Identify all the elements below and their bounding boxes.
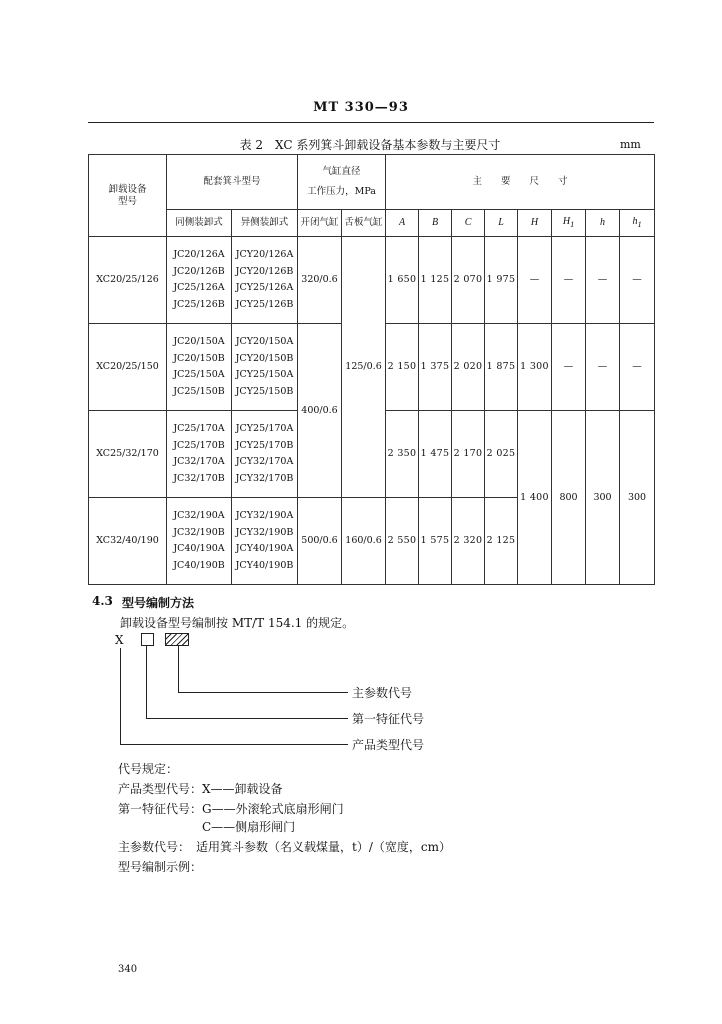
cell-H1: —: [552, 237, 586, 324]
cell-model: XC32/40/190: [89, 498, 167, 585]
cell-gate-cyl-merged: 400/0.6: [298, 324, 342, 498]
cell-L: 1 975: [485, 237, 518, 324]
header-diff-side: 异侧装卸式: [232, 210, 298, 237]
cell-B: 1 575: [419, 498, 452, 585]
cell-tongue-cyl-merged: 125/0.6: [342, 237, 386, 498]
header-H: H: [518, 210, 552, 237]
header-rule: [88, 122, 654, 123]
cell-H1-merged: 800: [552, 411, 586, 585]
cell-h-merged: 300: [586, 411, 620, 585]
header-work-pressure: 工作压力，MPa: [307, 186, 376, 197]
cell-h: —: [586, 324, 620, 411]
cell-H1: —: [552, 324, 586, 411]
header-B: B: [419, 210, 452, 237]
leader-main-h: [178, 692, 348, 693]
cell-tongue-cyl: 160/0.6: [342, 498, 386, 585]
cell-diff-side: JCY20/150A JCY20/150B JCY25/150A JCY25/150B: [232, 324, 298, 411]
cell-A: 2 150: [386, 324, 419, 411]
cell-L: 2 025: [485, 411, 518, 498]
cell-H: —: [518, 237, 552, 324]
cell-same-side: JC20/126A JC20/126B JC25/126A JC25/126B: [167, 237, 232, 324]
header-cyl-diam: 气缸直径: [322, 166, 361, 178]
cell-h1-merged: 300: [620, 411, 655, 585]
table-unit: mm: [620, 138, 641, 151]
cell-L: 2 125: [485, 498, 518, 585]
code-rule-main-param: 主参数代号： 适用箕斗参数（名义载煤量，t）/（宽度，cm）: [118, 840, 451, 854]
header-same-side: 同侧装卸式: [167, 210, 232, 237]
cell-C: 2 320: [452, 498, 485, 585]
cell-model: XC25/32/170: [89, 411, 167, 498]
header-matching-skip: 配套箕斗型号: [167, 155, 298, 210]
cell-H-merged: 1 400: [518, 411, 552, 585]
first-feature-box: [141, 633, 154, 646]
cell-A: 2 550: [386, 498, 419, 585]
header-A: A: [386, 210, 419, 237]
table-row: [89, 237, 655, 324]
cell-model: XC20/25/150: [89, 324, 167, 411]
cell-diff-side: JCY32/190A JCY32/190B JCY40/190A JCY40/190B: [232, 498, 298, 585]
header-L: L: [485, 210, 518, 237]
cell-same-side: JC25/170A JC25/170B JC32/170A JC32/170B: [167, 411, 232, 498]
header-main-dims: 主 要 尺 寸: [386, 155, 655, 210]
label-first-feature: 第一特征代号: [352, 712, 425, 726]
cell-B: 1 125: [419, 237, 452, 324]
header-H1: $H_1$: [552, 210, 586, 237]
label-main-param: 主参数代号: [352, 686, 413, 700]
code-rules-heading: 代号规定：: [118, 762, 179, 776]
cell-B: 1 475: [419, 411, 452, 498]
label-product-type: 产品类型代号: [352, 738, 425, 752]
cell-model: XC20/25/126: [89, 237, 167, 324]
standard-code: MT 330—93: [313, 100, 409, 115]
parameters-table: [88, 154, 655, 585]
code-rule-feature-c: C——侧扇形闸门: [202, 820, 296, 834]
leader-type-h: [120, 744, 348, 745]
cell-h1: —: [620, 324, 655, 411]
code-example-heading: 型号编制示例：: [118, 860, 203, 874]
code-rule-type: 产品类型代号：X——卸载设备: [118, 782, 283, 796]
cell-L: 1 875: [485, 324, 518, 411]
cell-C: 2 170: [452, 411, 485, 498]
header-equip-model: 卸载设备 型号: [89, 155, 167, 237]
cell-A: 1 650: [386, 237, 419, 324]
header-tongue-cyl: 舌板气缸: [342, 210, 386, 237]
leader-type-v: [120, 648, 121, 744]
cell-C: 2 020: [452, 324, 485, 411]
header-C: C: [452, 210, 485, 237]
header-gate-cyl: 开闭气缸: [298, 210, 342, 237]
cell-A: 2 350: [386, 411, 419, 498]
header-h: h: [586, 210, 620, 237]
cell-H: 1 300: [518, 324, 552, 411]
cell-same-side: JC20/150A JC20/150B JC25/150A JC25/150B: [167, 324, 232, 411]
section-intro: 卸载设备型号编制按 MT/T 154.1 的规定。: [120, 616, 355, 630]
leader-first-v: [146, 646, 147, 718]
header-cylinder: [298, 155, 386, 210]
cell-h1: —: [620, 237, 655, 324]
cell-gate-cyl: 320/0.6: [298, 237, 342, 324]
section-title: 型号编制方法: [122, 596, 195, 610]
cell-same-side: JC32/190A JC32/190B JC40/190A JC40/190B: [167, 498, 232, 585]
cell-C: 2 070: [452, 237, 485, 324]
cell-B: 1 375: [419, 324, 452, 411]
cell-diff-side: JCY25/170A JCY25/170B JCY32/170A JCY32/170B: [232, 411, 298, 498]
table-title: 表 2 XC 系列箕斗卸载设备基本参数与主要尺寸: [239, 138, 501, 152]
cell-diff-side: JCY20/126A JCY20/126B JCY25/126A JCY25/126B: [232, 237, 298, 324]
cell-gate-cyl: 500/0.6: [298, 498, 342, 585]
main-param-box: [165, 633, 189, 646]
header-h1: $h_1$: [620, 210, 655, 237]
section-number: 4.3: [92, 594, 113, 608]
code-letter-x: X: [115, 633, 124, 647]
page-number: 340: [118, 964, 138, 975]
code-rule-feature-g: 第一特征代号：G——外滚轮式底扇形闸门: [118, 802, 344, 816]
leader-first-h: [146, 718, 348, 719]
leader-main-v: [178, 646, 179, 692]
cell-h: —: [586, 237, 620, 324]
